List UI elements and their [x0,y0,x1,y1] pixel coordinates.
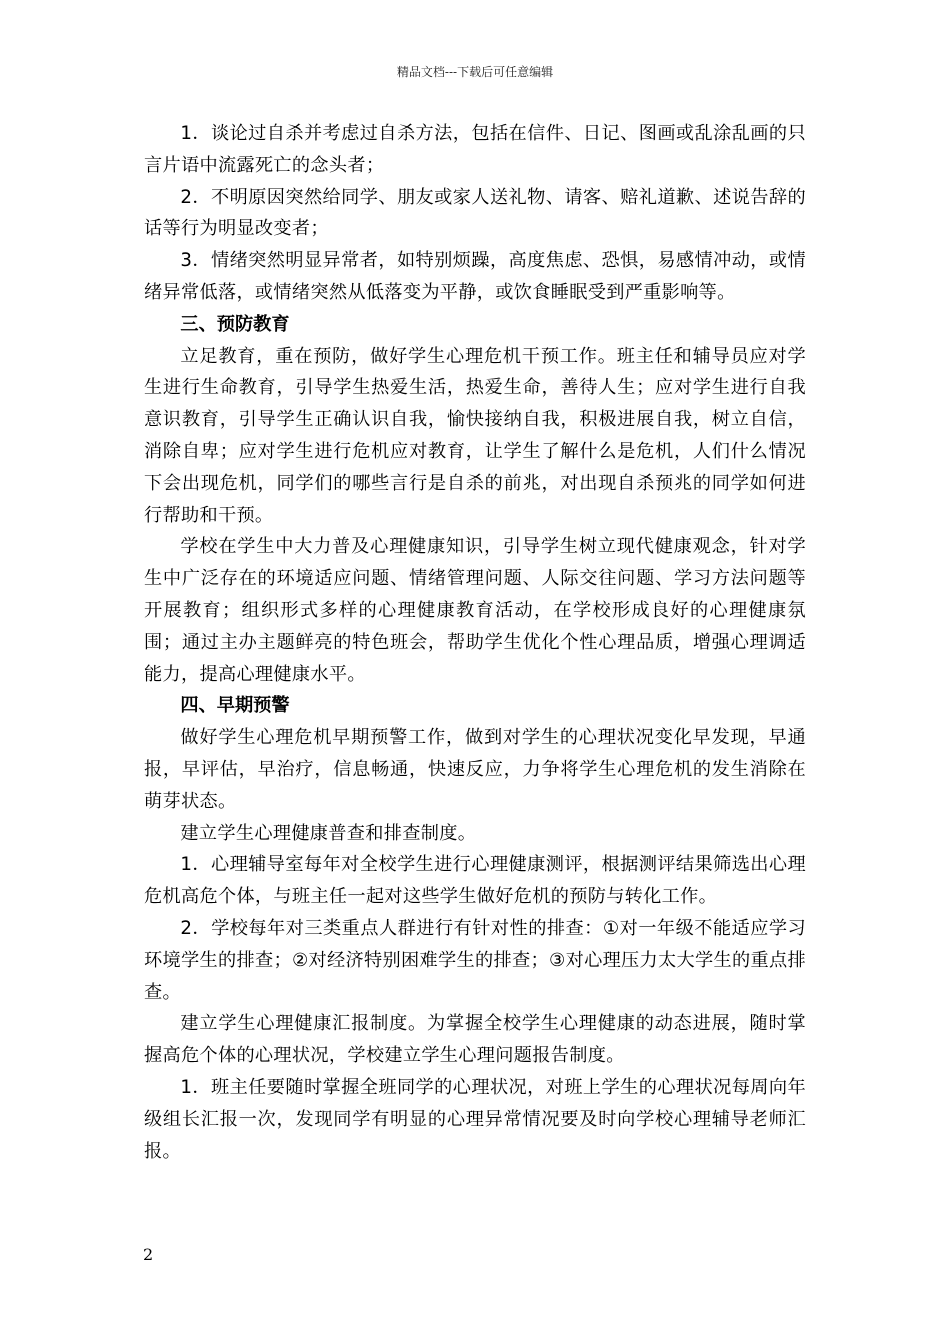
paragraph-screening-system: 建立学生心理健康普查和排查制度。 [180,822,477,844]
section-heading-prevention: 三、预防教育 [180,313,290,335]
document-body [144,118,806,1167]
paragraph-screening-item-1: 1．心理辅导室每年对全校学生进行心理健康测评，根据测评结果筛选出心理危机高危个体，与班主任一起对这些学生做好危机的预防与转化工作。 [144,854,806,908]
paragraph-list-item-2: 2．不明原因突然给同学、朋友或家人送礼物、请客、赔礼道歉、述说告辞的话等行为明显改变者； [144,186,806,240]
paragraph-list-item-3: 3．情绪突然明显异常者，如特别烦躁，高度焦虑、恐惧，易感情冲动，或情绪异常低落，或情绪突然从低落变为平静，或饮食睡眠受到严重影响等。 [144,250,806,303]
paragraph-reporting-system: 建立学生心理健康汇报制度。为掌握全校学生心理健康的动态进展，随时掌握高危个体的心理状况，学校建立学生心理问题报告制度。 [144,1013,806,1067]
paragraph-prevention-2: 学校在学生中大力普及心理健康知识，引导学生树立现代健康观念，针对学生中广泛存在的环境适应问题、情绪管理问题、人际交往问题、学习方法问题等开展教育；组织形式多样的心理健康教育活动，在学校形成良好的心理健康氛围；通过主办主题鲜亮的特色班会，帮助学生优化个性心理品质，增强心理调适能力，提高心理健康水平。 [144,536,806,685]
section-heading-early-warning: 四、早期预警 [180,695,290,717]
paragraph-list-item-1: 1．谈论过自杀并考虑过自杀方法，包括在信件、日记、图画或乱涂乱画的只言片语中流露死亡的念头者； [144,123,806,176]
page-header: 精品文档---下载后可任意编辑 [396,65,554,79]
paragraph-screening-item-2: 2．学校每年对三类重点人群进行有针对性的排查：①对一年级不能适应学习环境学生的排查；②对经济特别困难学生的排查；③对心理压力太大学生的重点排查。 [144,917,806,1003]
paragraph-prevention-1: 立足教育，重在预防，做好学生心理危机干预工作。班主任和辅导员应对学生进行生命教育，引导学生热爱生活，热爱生命，善待人生；应对学生进行自我意识教育，引导学生正确认识自我，愉快接纳自我，积极进展自我，树立自信，消除自卑；应对学生进行危机应对教育，让学生了解什么是危机，人们什么情况下会出现危机，同学们的哪些言行是自杀的前兆，对出现自杀预兆的同学如何进行帮助和干预。 [144,345,806,526]
paragraph-reporting-item-1: 1．班主任要随时掌握全班同学的心理状况，对班上学生的心理状况每周向年级组长汇报一次，发现同学有明显的心理异常情况要及时向学校心理辅导老师汇报。 [144,1076,806,1162]
paragraph-early-warning-1: 做好学生心理危机早期预警工作，做到对学生的心理状况变化早发现，早通报，早评估，早治疗，信息畅通，快速反应，力争将学生心理危机的发生消除在萌芽状态。 [144,727,806,812]
page-number: 2 [143,1245,154,1264]
